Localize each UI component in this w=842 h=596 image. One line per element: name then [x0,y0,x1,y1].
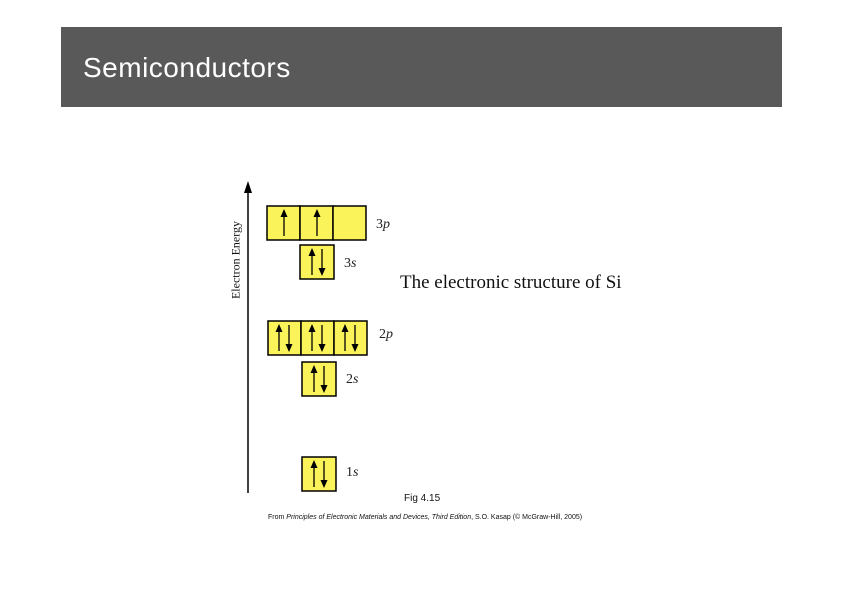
page-title: Semiconductors [83,52,291,83]
diagram-title: The electronic structure of Si [400,272,622,293]
figure-source: From Principles of Electronic Materials and Devices, Third Edition, S.O. Kasap (© McGraw-Hill, 2005) [268,514,583,521]
level-label-2p: 2p [379,327,393,342]
figure-number: Fig 4.15 [404,493,441,504]
orbital-box [268,321,301,355]
energy-axis-label: Electron Energy [228,220,243,300]
orbital-box [301,321,334,355]
orbital-box [302,457,336,491]
orbital-box [300,245,334,279]
orbital-level-2p [268,321,367,355]
orbital-box [334,321,367,355]
orbital-level-3s [300,245,334,279]
energy-axis-arrowhead [244,181,252,193]
orbital-level-3p [267,206,366,240]
level-label-3s: 3s [344,256,357,271]
level-label-2s: 2s [346,372,359,387]
level-label-3p: 3p [376,217,390,232]
orbital-box [333,206,366,240]
orbital-level-1s [302,457,336,491]
orbital-box [302,362,336,396]
orbital-level-2s [302,362,336,396]
level-label-1s: 1s [346,465,359,480]
